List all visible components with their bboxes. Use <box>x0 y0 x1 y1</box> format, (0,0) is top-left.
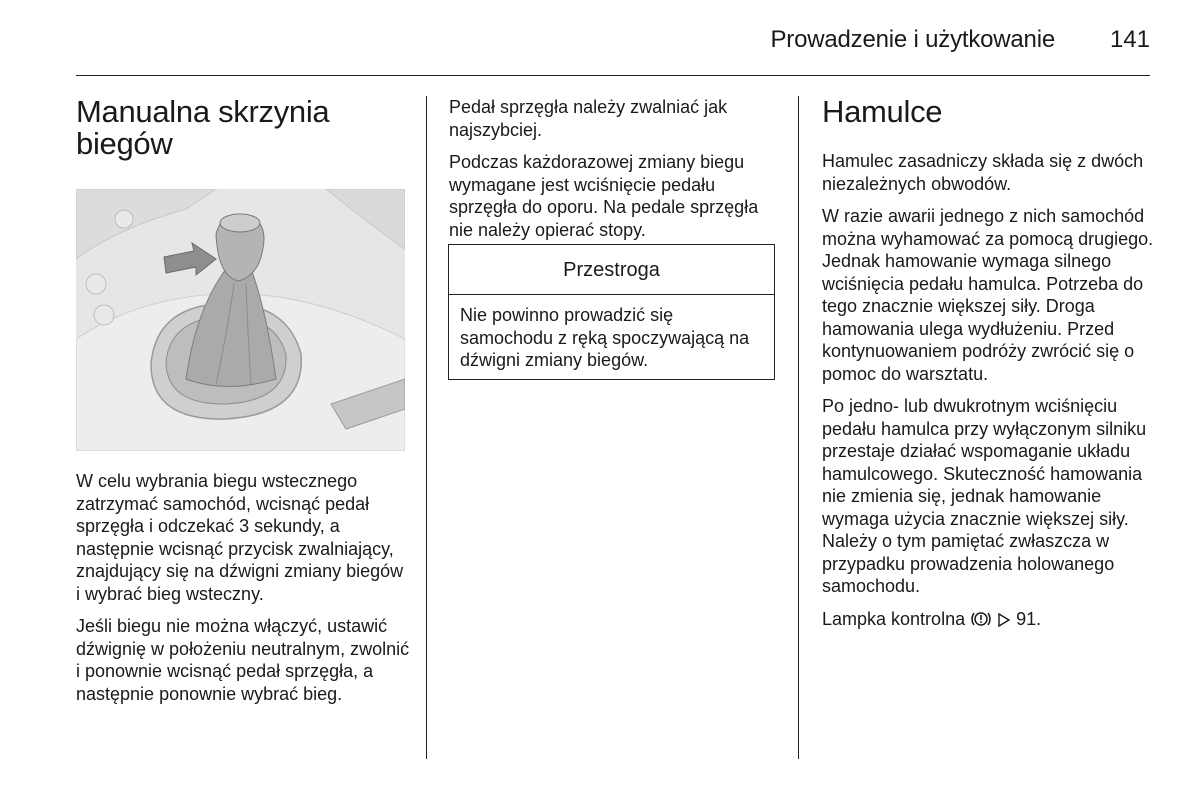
page-number: 141 <box>1109 26 1150 53</box>
warning-text: Nie powinno prowadzić się samochodu z ręką spoczywającą na dźwigni zmiany biegów. <box>460 305 750 370</box>
right-column <box>822 96 1157 643</box>
brake-circuits-paragraph: Hamulec zasadniczy składa się z dwóch niezależnych obwodów. <box>822 151 1144 194</box>
section-title-line-2: biegów <box>76 126 173 161</box>
gear-knob-drawing <box>76 189 405 451</box>
section-title-manual-gearbox <box>76 96 411 160</box>
warning-lamp-paragraph <box>822 608 1157 634</box>
running-header-title: Prowadzenie i użytkowanie <box>770 26 1055 53</box>
gear-knob-illustration <box>76 189 405 451</box>
section-title-brakes: Hamulce <box>822 94 943 129</box>
warning-heading: Przestroga <box>449 245 774 295</box>
column-divider-left <box>426 96 427 759</box>
left-column <box>76 96 411 160</box>
brake-assist-paragraph: Po jedno- lub dwukrotnym wciśnięciu pedału hamulca przy wyłączonym silniku przestaje działać wspomaganie układu hamulcowego. Skuteczność hamowania nie zmienia się, jednak hamowanie wymaga użycia znacznie większej siły. Należy o tym pamiętać zwłaszcza w przypadku prowadzenia holowanego samochodu. <box>822 396 1147 596</box>
page-reference-link[interactable]: 91. <box>1016 608 1042 629</box>
section-title-line-1: Manualna skrzynia <box>76 94 330 129</box>
left-column-text <box>76 470 411 715</box>
brake-failure-paragraph: W razie awarii jednego z nich samochód można wyhamować za pomocą drugiego. Jednak hamowanie wymaga silnego wciśnięcia pedału hamulca. Potrzeba do tego znacznie większej siły. Droga hamowania ulega wydłużeniu. Przed kontynuowaniem podróży zwrócić się o pomoc do warsztatu. <box>822 206 1154 384</box>
clutch-release-paragraph: Pedał sprzęgła należy zwalniać jak najszybciej. <box>449 97 728 140</box>
header-rule <box>76 75 1150 76</box>
brake-warning-icon <box>970 610 992 634</box>
reverse-gear-paragraph: W celu wybrania biegu wstecznego zatrzymać samochód, wcisnąć pedał sprzęgła i odczekać 3 sekundy, a następnie wcisnąć przycisk zwalniający, znajdujący się na dźwigni zmiany biegów i wybrać bieg wsteczny. <box>76 471 404 604</box>
page-reference-arrow-icon <box>997 611 1011 634</box>
gear-not-engaging-paragraph: Jeśli biegu nie można włączyć, ustawić dźwignię w położeniu neutralnym, zwolnić i ponownie wcisnąć pedał sprzęgła, a następnie ponownie wybrać bieg. <box>76 616 410 704</box>
warning-box <box>448 244 775 380</box>
column-divider-right <box>798 96 799 759</box>
warning-lamp-label: Lampka kontrolna <box>822 608 966 629</box>
middle-column <box>449 96 784 251</box>
clutch-press-paragraph: Podczas każdorazowej zmiany biegu wymagane jest wciśnięcie pedału sprzęgła do oporu. Na pedale sprzęgła nie należy opierać stopy. <box>449 152 759 240</box>
